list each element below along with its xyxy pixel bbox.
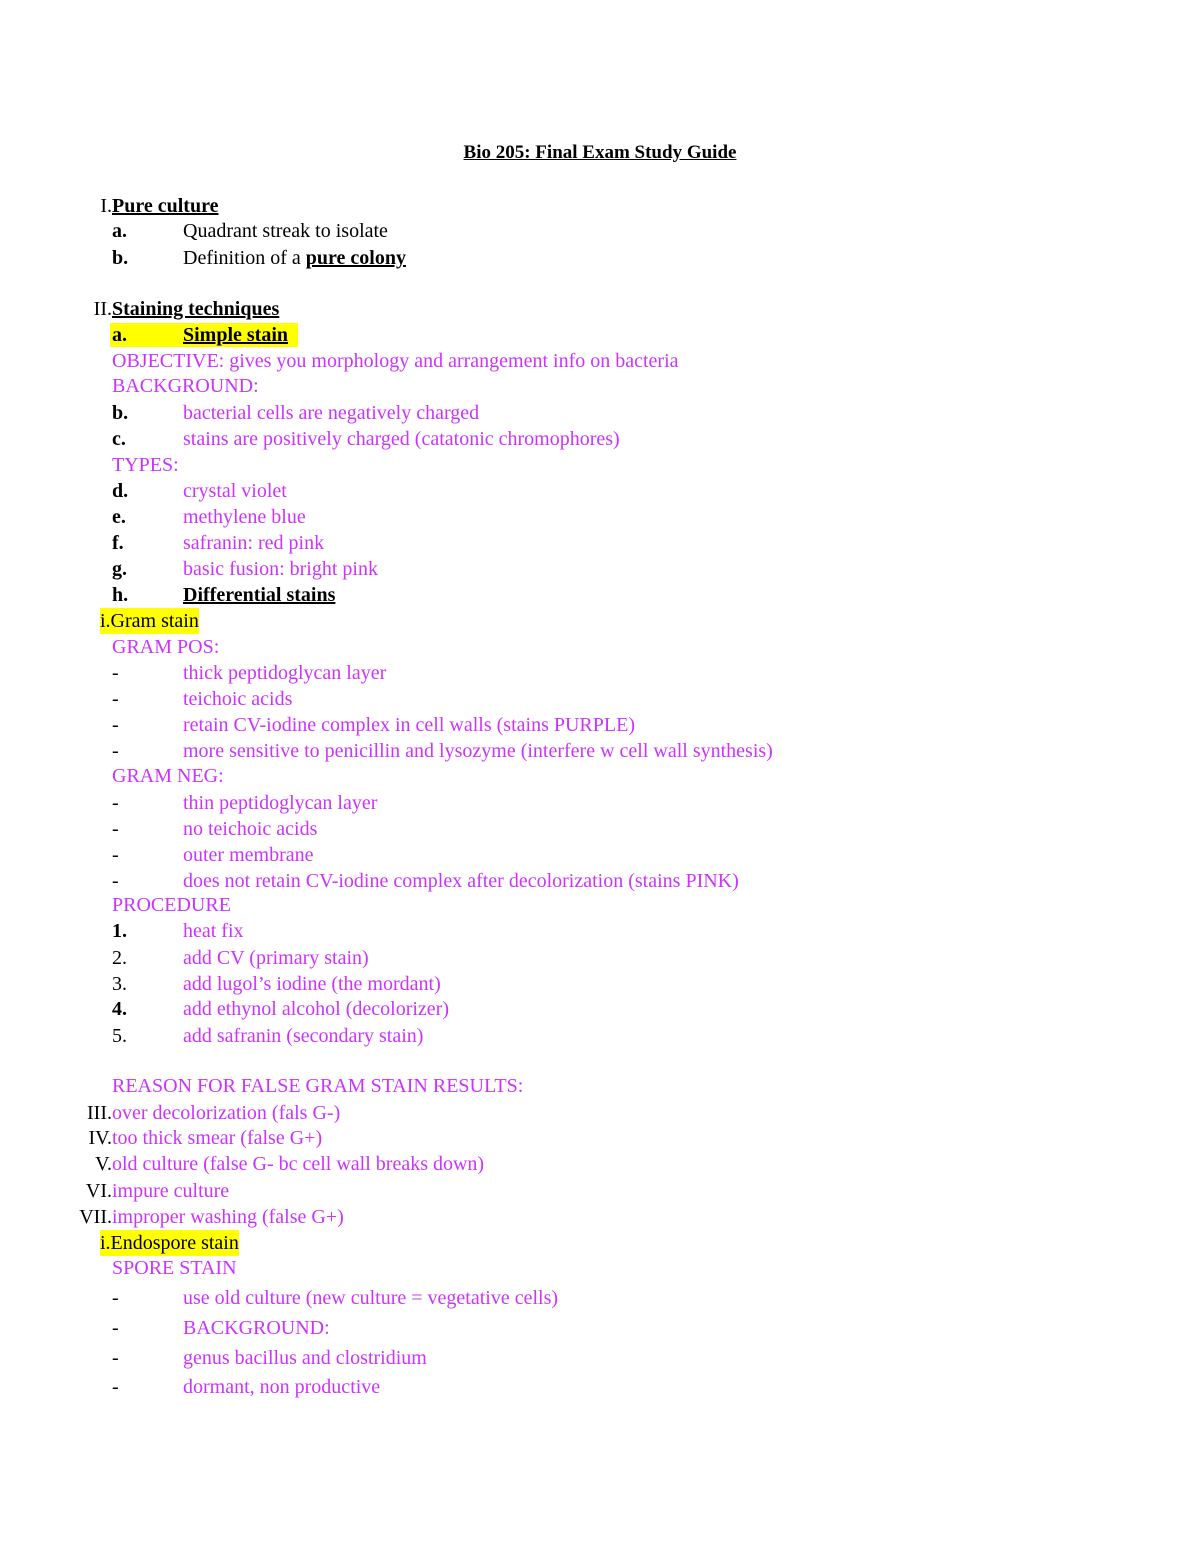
section-numeral: VII. xyxy=(79,1206,112,1228)
dash-marker: - xyxy=(112,662,119,684)
list-marker: 1. xyxy=(112,920,127,942)
section-heading-pure-culture: Pure culture xyxy=(112,195,219,217)
list-item: genus bacillus and clostridium xyxy=(183,1347,427,1369)
dash-marker: - xyxy=(112,1317,119,1339)
list-item: does not retain CV-iodine complex after decolorization (stains PINK) xyxy=(183,870,739,892)
procedure-label: PROCEDURE xyxy=(112,894,231,916)
list-item: BACKGROUND: xyxy=(183,1317,330,1339)
list-item: add safranin (secondary stain) xyxy=(183,1025,424,1047)
list-marker: h. xyxy=(112,584,129,606)
section-numeral: VI. xyxy=(85,1180,112,1202)
section-numeral: IV. xyxy=(88,1127,112,1149)
section-numeral: II. xyxy=(93,298,112,320)
list-marker: b. xyxy=(112,247,129,269)
gram-neg-label: GRAM NEG: xyxy=(112,765,224,787)
reason-item: impure culture xyxy=(112,1180,230,1202)
list-marker: e. xyxy=(112,506,126,528)
list-marker: d. xyxy=(112,480,129,502)
dash-marker: - xyxy=(112,844,119,866)
gram-pos-label: GRAM POS: xyxy=(112,636,220,658)
list-item: methylene blue xyxy=(183,506,306,528)
simple-stain-heading: Simple stain xyxy=(183,324,289,346)
types-label: TYPES: xyxy=(112,454,179,476)
list-item: retain CV-iodine complex in cell walls (stains PURPLE) xyxy=(183,714,635,736)
list-marker: 5. xyxy=(112,1025,127,1047)
false-results-label: REASON FOR FALSE GRAM STAIN RESULTS: xyxy=(112,1075,524,1097)
section-numeral: V. xyxy=(95,1153,112,1175)
list-item: teichoic acids xyxy=(183,688,293,710)
list-item: basic fusion: bright pink xyxy=(183,558,378,580)
dash-marker: - xyxy=(112,818,119,840)
dash-marker: - xyxy=(112,792,119,814)
list-item: thick peptidoglycan layer xyxy=(183,662,387,684)
section-numeral: III. xyxy=(87,1102,112,1124)
list-marker: c. xyxy=(112,428,126,450)
list-item: bacterial cells are negatively charged xyxy=(183,402,480,424)
dash-marker: - xyxy=(112,870,119,892)
list-item: Definition of a pure colony xyxy=(183,247,406,269)
dash-marker: - xyxy=(112,1287,119,1309)
list-marker: a. xyxy=(112,324,127,346)
list-marker: f. xyxy=(112,532,124,554)
differential-stains-heading: Differential stains xyxy=(183,584,336,606)
list-item: add lugol’s iodine (the mordant) xyxy=(183,973,441,995)
dash-marker: - xyxy=(112,714,119,736)
dash-marker: - xyxy=(112,740,119,762)
document-title: Bio 205: Final Exam Study Guide xyxy=(463,142,737,163)
list-item: thin peptidoglycan layer xyxy=(183,792,378,814)
list-marker: 2. xyxy=(112,947,127,969)
endospore-stain-heading: i.Endospore stain xyxy=(100,1232,239,1254)
list-marker: g. xyxy=(112,558,127,580)
list-marker: a. xyxy=(112,220,127,242)
section-heading-staining: Staining techniques xyxy=(112,298,280,320)
list-item: no teichoic acids xyxy=(183,818,318,840)
reason-item: improper washing (false G+) xyxy=(112,1206,344,1228)
dash-marker: - xyxy=(112,688,119,710)
list-item: crystal violet xyxy=(183,480,287,502)
reason-item: over decolorization (fals G-) xyxy=(112,1102,341,1124)
list-marker: b. xyxy=(112,402,129,424)
gram-stain-heading: i.Gram stain xyxy=(100,610,199,632)
list-marker: 3. xyxy=(112,973,127,995)
list-item: use old culture (new culture = vegetative cells) xyxy=(183,1287,559,1309)
list-item: add ethynol alcohol (decolorizer) xyxy=(183,998,449,1020)
list-item: outer membrane xyxy=(183,844,314,866)
list-item: add CV (primary stain) xyxy=(183,947,369,969)
list-item: safranin: red pink xyxy=(183,532,325,554)
background-label: BACKGROUND: xyxy=(112,375,259,397)
list-item: Quadrant streak to isolate xyxy=(183,220,388,242)
list-marker: 4. xyxy=(112,998,127,1020)
spore-stain-label: SPORE STAIN xyxy=(112,1257,237,1279)
dash-marker: - xyxy=(112,1347,119,1369)
list-item: dormant, non productive xyxy=(183,1376,381,1398)
list-item: more sensitive to penicillin and lysozyme (interfere w cell wall synthesis) xyxy=(183,740,773,762)
objective-text: OBJECTIVE: gives you morphology and arrangement info on bacteria xyxy=(112,350,679,372)
reason-item: old culture (false G- bc cell wall breaks down) xyxy=(112,1153,485,1175)
dash-marker: - xyxy=(112,1376,119,1398)
list-item: heat fix xyxy=(183,920,244,942)
section-numeral: I. xyxy=(100,195,112,217)
reason-item: too thick smear (false G+) xyxy=(112,1127,323,1149)
list-item: stains are positively charged (catatonic chromophores) xyxy=(183,428,620,450)
pure-colony-term: pure colony xyxy=(305,247,406,269)
